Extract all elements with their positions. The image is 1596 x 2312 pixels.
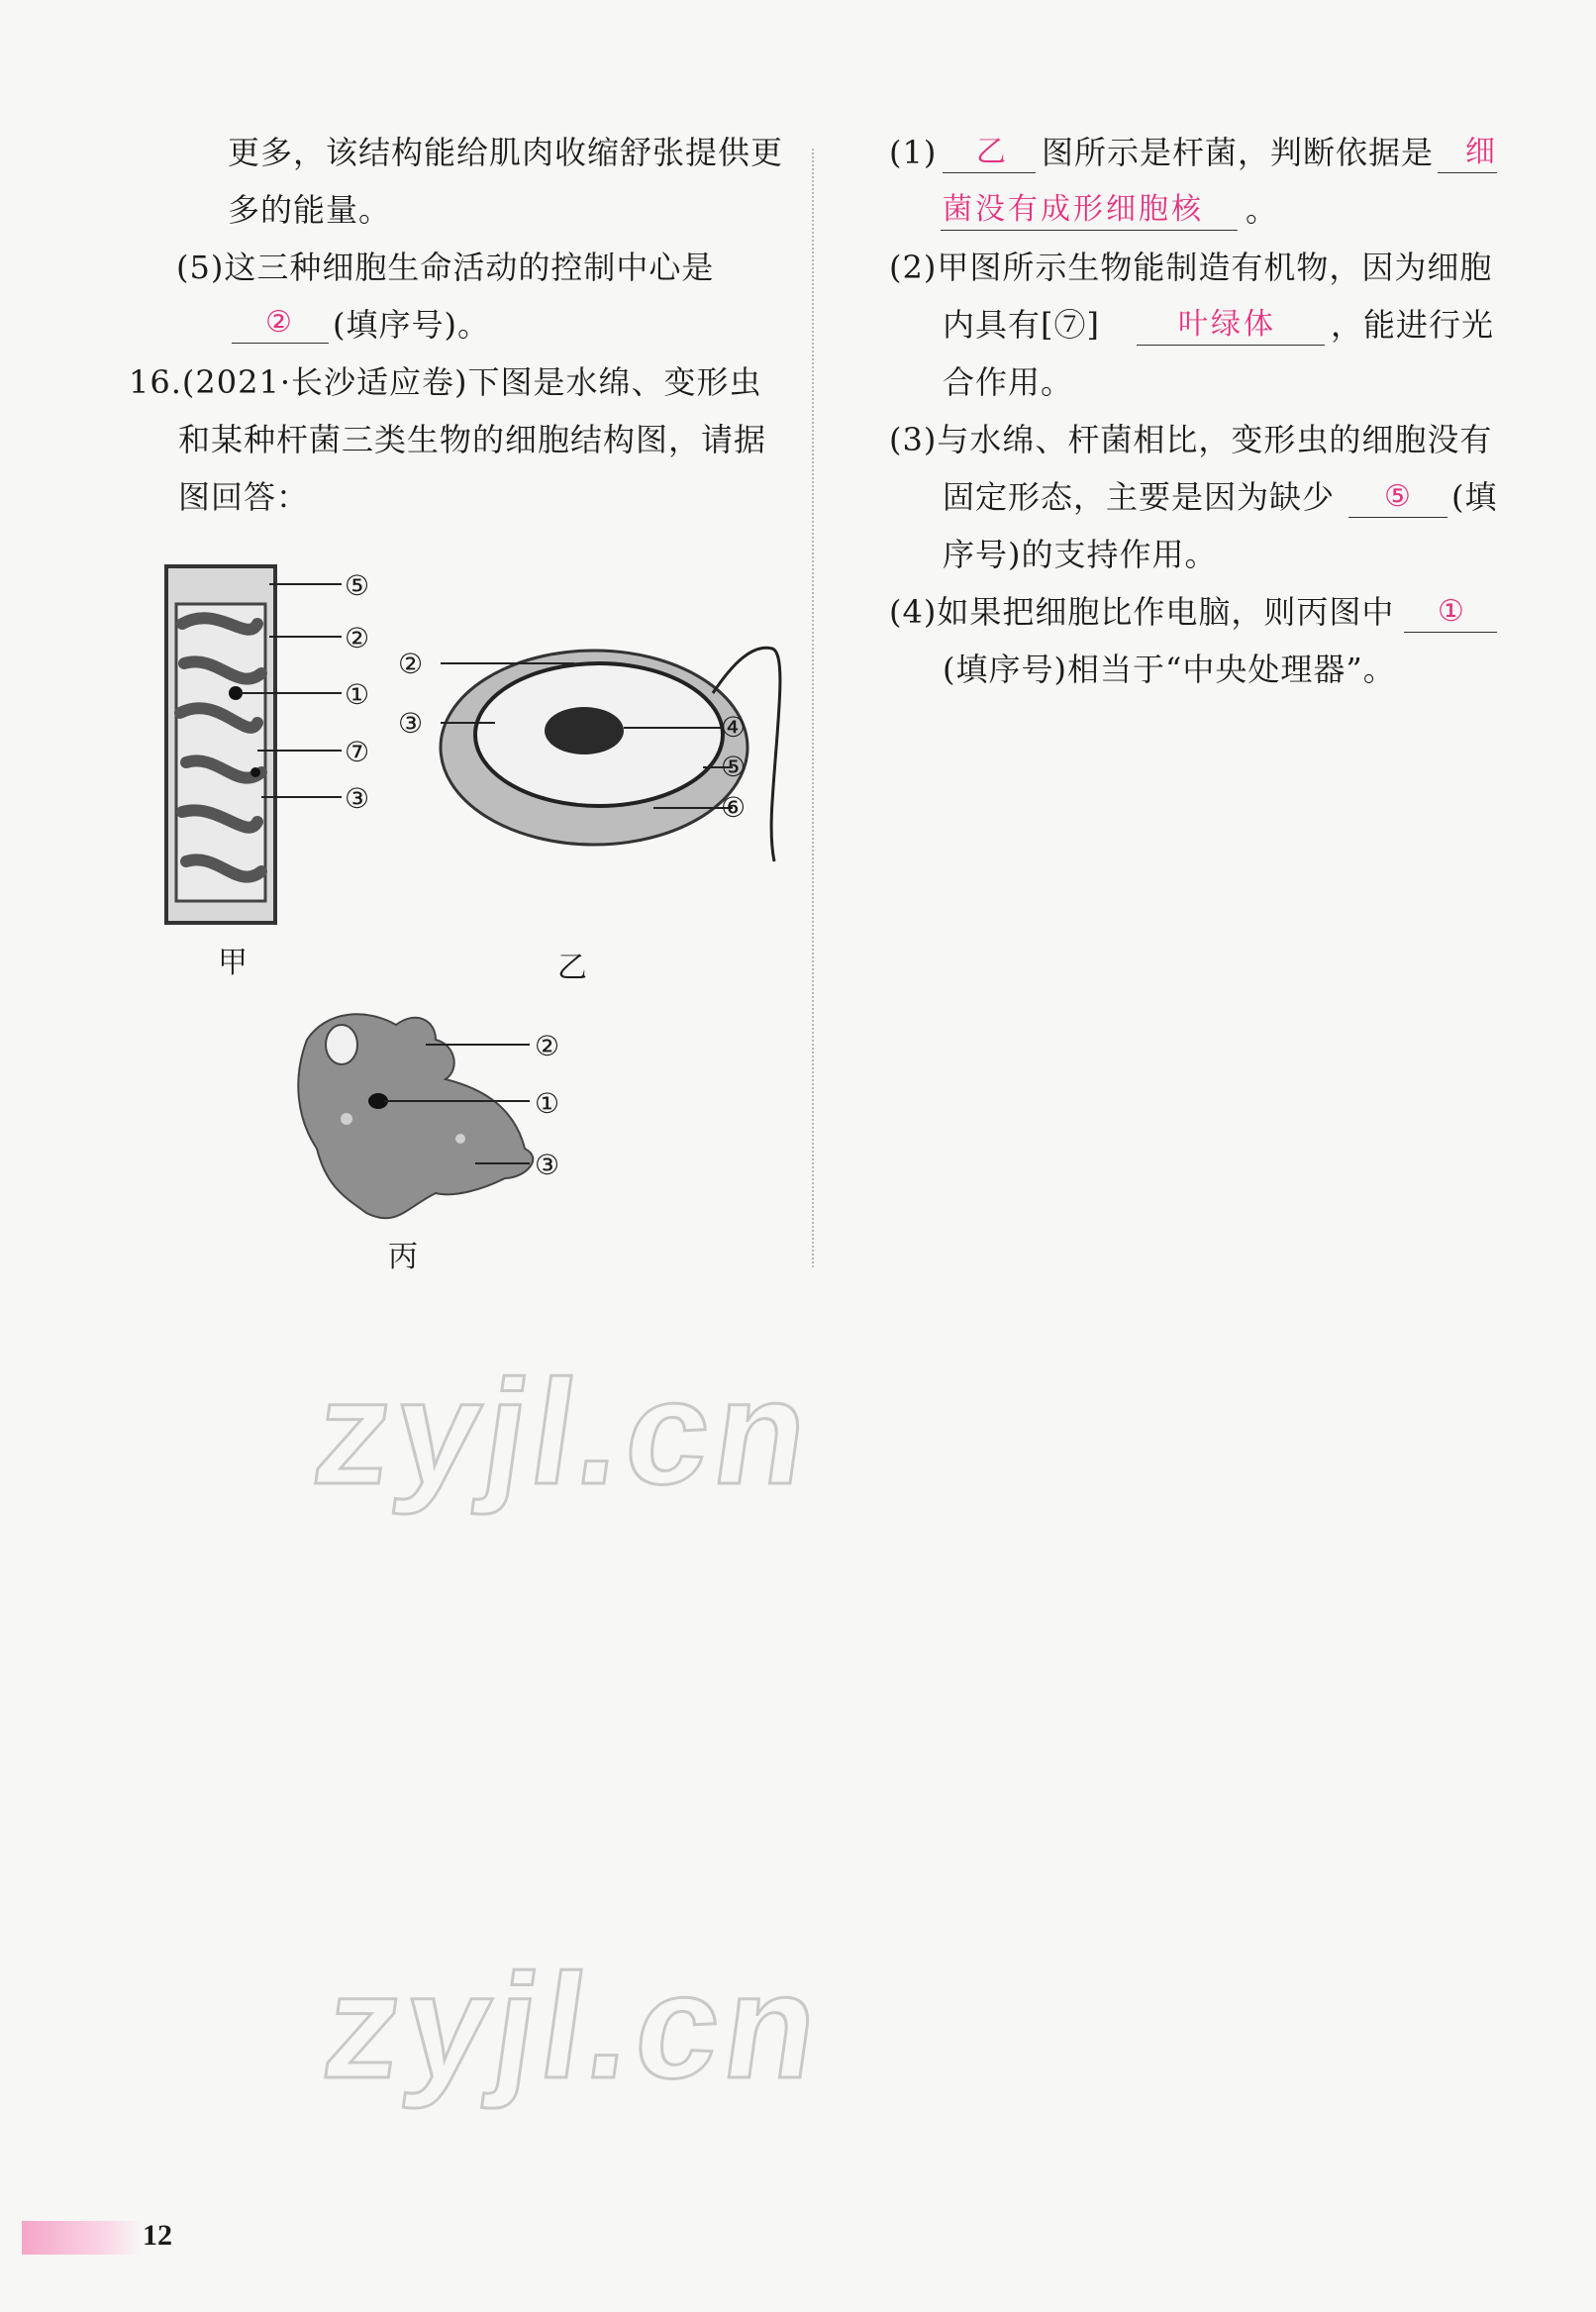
text-line: 内具有[⑦] [943,306,1100,344]
text-line: 固定形态，主要是因为缺少 [943,478,1336,516]
answer-blank [1404,632,1497,633]
figure-label-jia: 甲 [218,946,248,980]
text-line: (填序号)相当于“中央处理器”。 [943,651,1396,688]
column-divider [812,149,814,1267]
answer-q5: ② [265,305,295,340]
text-line: 和某种杆菌三类生物的细胞结构图，请据 [178,421,767,458]
callout-label: ③ [535,1149,560,1181]
callout-label: ⑤ [345,569,370,602]
question-16: 16.(2021·长沙适应卷)下图是水绵、变形虫 [129,363,762,401]
answer-q2: 叶绿体 [1178,307,1276,342]
question-3: (3)与水绵、杆菌相比，变形虫的细胞没有 [889,421,1493,458]
text-line: (填 [1451,478,1498,516]
figure-label-yi: 乙 [557,951,587,985]
answer-q4: ① [1438,594,1467,629]
callout-label: ① [345,678,370,711]
footer-decoration [22,2221,141,2255]
callout-label: ⑦ [345,736,370,768]
callout-label: ③ [398,707,424,740]
text-line: ，能进行光 [1331,306,1495,344]
answer-blank [1348,517,1447,518]
callout-label: ② [535,1030,560,1062]
answer-blank [943,172,1036,173]
watermark: zyjl.cn [315,1943,835,2109]
text-line: 更多，该结构能给肌肉收缩舒张提供更 [228,134,784,171]
text-line: 图回答： [178,478,310,516]
answer-q1-b-part1: 细 [1465,135,1498,169]
text-line: 多的能量。 [228,191,392,229]
watermark: zyjl.cn [305,1349,825,1515]
question-2: (2)甲图所示生物能制造有机物，因为细胞 [889,249,1493,286]
answer-q1-b-part2: 菌没有成形细胞核 [943,192,1204,227]
answer-blank [1438,172,1497,173]
text-line: 。 [1246,191,1279,229]
callout-label: ⑤ [721,751,747,783]
callout-label: ④ [721,711,747,744]
answer-blank [941,230,1238,231]
text-line: 图所示是杆菌，判断依据是 [1042,134,1435,171]
figure-label-bing: 丙 [388,1240,418,1274]
callout-label: ② [345,622,370,654]
answer-q1-a: 乙 [976,135,1009,169]
page-number: 12 [143,2219,172,2252]
answer-blank [1137,345,1325,346]
question-5: (5)这三种细胞生命活动的控制中心是 [176,249,715,286]
text-line: 合作用。 [943,363,1074,401]
question-4: (4)如果把细胞比作电脑，则丙图中 [889,593,1395,631]
callout-label: ③ [345,782,370,815]
text-line: (填序号)。 [333,306,490,344]
callout-label: ② [398,648,424,680]
question-1-prefix: (1) [889,134,938,171]
text-line: 序号)的支持作用。 [943,536,1218,573]
answer-q3: ⑤ [1384,479,1414,514]
callout-label: ⑥ [721,791,747,824]
callout-label: ① [535,1087,560,1120]
answer-blank [232,343,329,344]
